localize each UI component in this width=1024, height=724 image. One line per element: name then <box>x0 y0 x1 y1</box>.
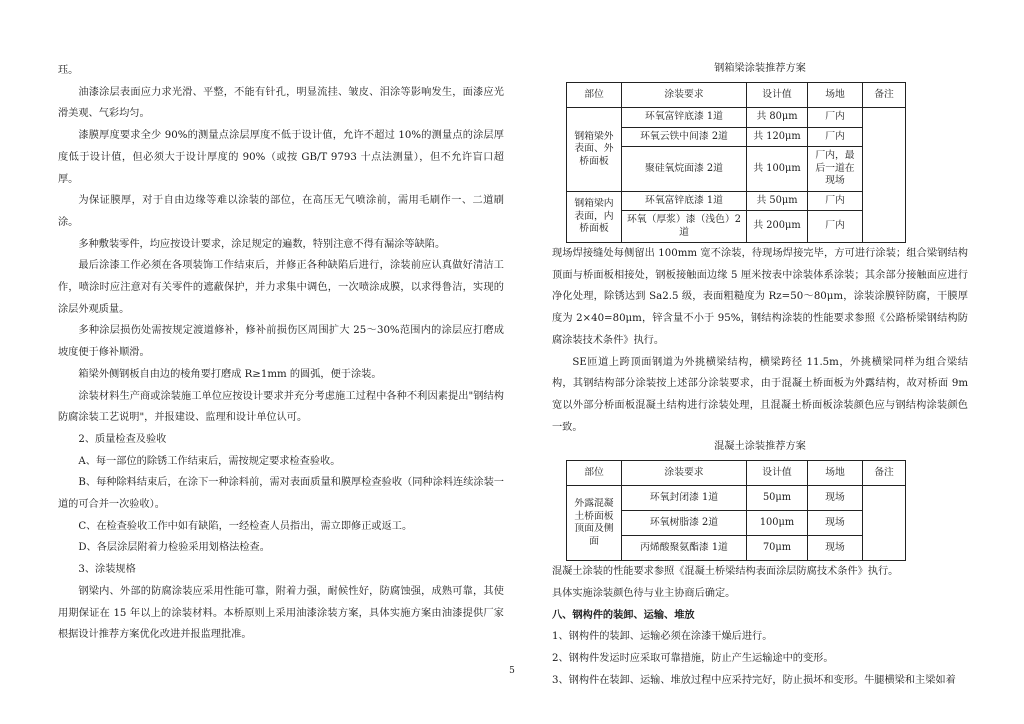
left-column <box>58 60 504 646</box>
header-cell: 备注 <box>863 83 906 108</box>
value-cell: 共 100μm <box>747 147 808 192</box>
req-cell: 环氧封闭漆 1道 <box>622 486 747 511</box>
concrete-coating-table <box>566 460 906 561</box>
value-cell: 50μm <box>747 486 808 511</box>
req-cell: 丙烯酸聚氨酯漆 1道 <box>622 536 747 561</box>
steel-table-caption: 钢箱梁涂装推荐方案 <box>714 63 806 74</box>
right-column <box>552 60 968 692</box>
header-cell: 涂装要求 <box>622 461 747 486</box>
value-cell: 共 120μm <box>747 127 808 147</box>
site-cell: 现场 <box>808 486 863 511</box>
left-item-c: C、在检查验收工作中如有缺陷，一经检查人员指出，需立即修正或返工。 <box>78 520 413 532</box>
header-cell: 部位 <box>567 83 622 108</box>
left-para-4: 多种敷装零件，均应按设计要求，涂足规定的遍数，特别注意不得有漏涂等缺陷。 <box>78 238 446 250</box>
site-cell: 厂内 <box>808 211 863 243</box>
table-header-row <box>567 83 906 108</box>
req-cell: 环氧（厚浆）漆（浅色）2道 <box>622 211 747 243</box>
weld-para: 现场焊接缝处每侧留出 100mm 宽不涂装，待现场焊接完毕，方可进行涂装；组合梁钢结构顶面与桥面板相接处，钢板接触面边缘 5 厘米按表中涂装体系涂装；其余部分接触面应进行净化处理，除锈达到 Sa2.5 级，表面粗糙度为 Rz=50～80μm，涂装涂膜锌防腐，干膜厚度为 2×40=80μm，锌含量不小于 95%，钢结构涂装的性能要求参照《公路桥梁钢结构防腐涂装技术条件》执行。 <box>552 248 968 346</box>
concrete-perf-para: 混凝土涂装的性能要求参照《混凝土桥梁结构表面涂层防腐技术条件》执行。 <box>552 566 899 578</box>
color-para: 具体实施涂装颜色待与业主协商后确定。 <box>552 588 736 600</box>
list-item: 3、钢构件在装卸、运输、堆放过程中应采持完好，防止损坏和变形。牛腿横梁和主梁如着 <box>552 674 956 686</box>
req-cell: 环氧富锌底漆 1道 <box>622 191 747 211</box>
value-cell: 100μm <box>747 511 808 536</box>
remark-cell <box>863 108 906 243</box>
site-cell: 厂内，最后一道在现场 <box>808 147 863 192</box>
header-cell: 设计值 <box>747 461 808 486</box>
left-heading-3: 3、涂装规格 <box>78 564 136 576</box>
req-cell: 环氧云铁中间漆 2道 <box>622 127 747 147</box>
left-para-6: 多种涂层损伤处需按规定渡道修补，修补前损伤区周围扩大 25～30%范围内的涂层应打磨成坡度便于修补顺滑。 <box>58 325 504 359</box>
left-item-b: B、每种除料结束后，在涂下一种涂料前，需对表面质量和膜厚检查验收（同种涂料连续涂装一道的可合并一次验收）。 <box>58 477 504 511</box>
part-cell: 钢箱梁内表面，内桥面板 <box>567 191 622 243</box>
left-para-3: 为保证膜厚，对于自由边缘等难以涂装的部位，在高压无气喷涂前，需用毛刷作一、二道刷涂。 <box>58 195 504 228</box>
value-cell: 共 50μm <box>747 191 808 211</box>
ramp-para: SE匝道上跨顶面钢道为外挑横梁结构，横梁跨径 11.5m，外挑横梁同样为组合梁结构，其钢结构部分涂装按上述部分涂装要求，由于混凝土桥面板为外露结构，故对桥面 9m 宽以外部分桥面板混凝土结构进行涂装处理，且混凝土桥面板涂装颜色应与钢结构涂装颜色一致。 <box>552 356 968 433</box>
header-cell: 设计值 <box>747 83 808 108</box>
part-cell: 钢箱梁外表面、外桥面板 <box>567 108 622 192</box>
header-cell: 部位 <box>567 461 622 486</box>
header-cell: 涂装要求 <box>622 83 747 108</box>
value-cell: 共 80μm <box>747 108 808 128</box>
header-cell: 场地 <box>808 83 863 108</box>
remark-cell <box>863 486 906 561</box>
table-header-row <box>567 461 906 486</box>
section-heading: 八、钢构件的装卸、运输、堆放 <box>552 609 695 621</box>
site-cell: 现场 <box>808 511 863 536</box>
value-cell: 共 200μm <box>747 211 808 243</box>
header-cell: 备注 <box>863 461 906 486</box>
left-heading-2: 2、质量检查及验收 <box>78 433 167 445</box>
site-cell: 厂内 <box>808 127 863 147</box>
req-cell: 环氧富锌底漆 1道 <box>622 108 747 128</box>
left-item-d: D、各层涂层附着力检验采用划格法检查。 <box>78 542 270 554</box>
value-cell: 70μm <box>747 536 808 561</box>
list-item: 2、钢构件发运时应采取可靠措施，防止产生运输途中的变形。 <box>552 653 834 665</box>
site-cell: 现场 <box>808 536 863 561</box>
left-para-15: 钢梁内、外部的防腐涂装应采用性能可靠，附着力强，耐候性好，防腐蚀强，成熟可靠，其使用期保证在 15 年以上的涂装材料。本桥原则上采用油漆涂装方案，具体实施方案由油漆提供厂家根据设计推荐方案优化改进并报监理批准。 <box>58 585 504 641</box>
left-para-8: 涂装材料生产商或涂装施工单位应按设计要求并充分考虑施工过程中各种不利因素提出"钢结构防腐涂装工艺说明"，并报建设、监理和设计单位认可。 <box>58 390 504 424</box>
left-para-0: 珏。 <box>58 65 79 76</box>
page-number: 5 <box>509 666 515 676</box>
steel-coating-table <box>566 82 906 243</box>
header-cell: 场地 <box>808 461 863 486</box>
req-cell: 环氧树脂漆 2道 <box>622 511 747 536</box>
left-para-5: 最后涂漆工作必须在各项装饰工作结束后，并修正各种缺陷后进行，涂装前应认真做好清洁工作，喷涂时应注意对有关零件的遮蔽保护，并力求集中调色，一次喷涂成膜，以求得鲁洁，实现的涂层外观质量。 <box>58 260 504 315</box>
table-row <box>567 108 906 128</box>
left-para-7: 箱梁外侧钢板自由边的棱角要打磨成 R≥1mm 的圆弧，便于涂装。 <box>78 368 382 380</box>
site-cell: 厂内 <box>808 108 863 128</box>
left-item-a: A、每一部位的除锈工作结束后，需按规定要求检查验收。 <box>78 455 341 467</box>
table-row <box>567 486 906 511</box>
concrete-table-caption: 混凝土涂装推荐方案 <box>714 441 806 453</box>
part-cell: 外露混凝土桥面板顶面及侧面 <box>567 486 622 561</box>
left-para-1: 油漆涂层表面应力求光滑、平整，不能有针孔，明显流挂、皱皮、泪涂等影响发生，面漆应光滑美观、气彩均匀。 <box>58 86 504 120</box>
left-para-2: 漆膜厚度要求全少 90%的测量点涂层厚度不低于设计值，允许不超过 10%的测量点的涂层厚度低于设计值，但必须大于设计厚度的 90%（或按 GB/T 9793 十点法测量），但不允许盲口超厚。 <box>58 130 504 185</box>
table-row <box>567 191 906 211</box>
site-cell: 厂内 <box>808 191 863 211</box>
req-cell: 聚硅氧烷面漆 2道 <box>622 147 747 192</box>
list-item: 1、钢构件的装卸、运输必须在涂漆干燥后进行。 <box>552 631 773 643</box>
